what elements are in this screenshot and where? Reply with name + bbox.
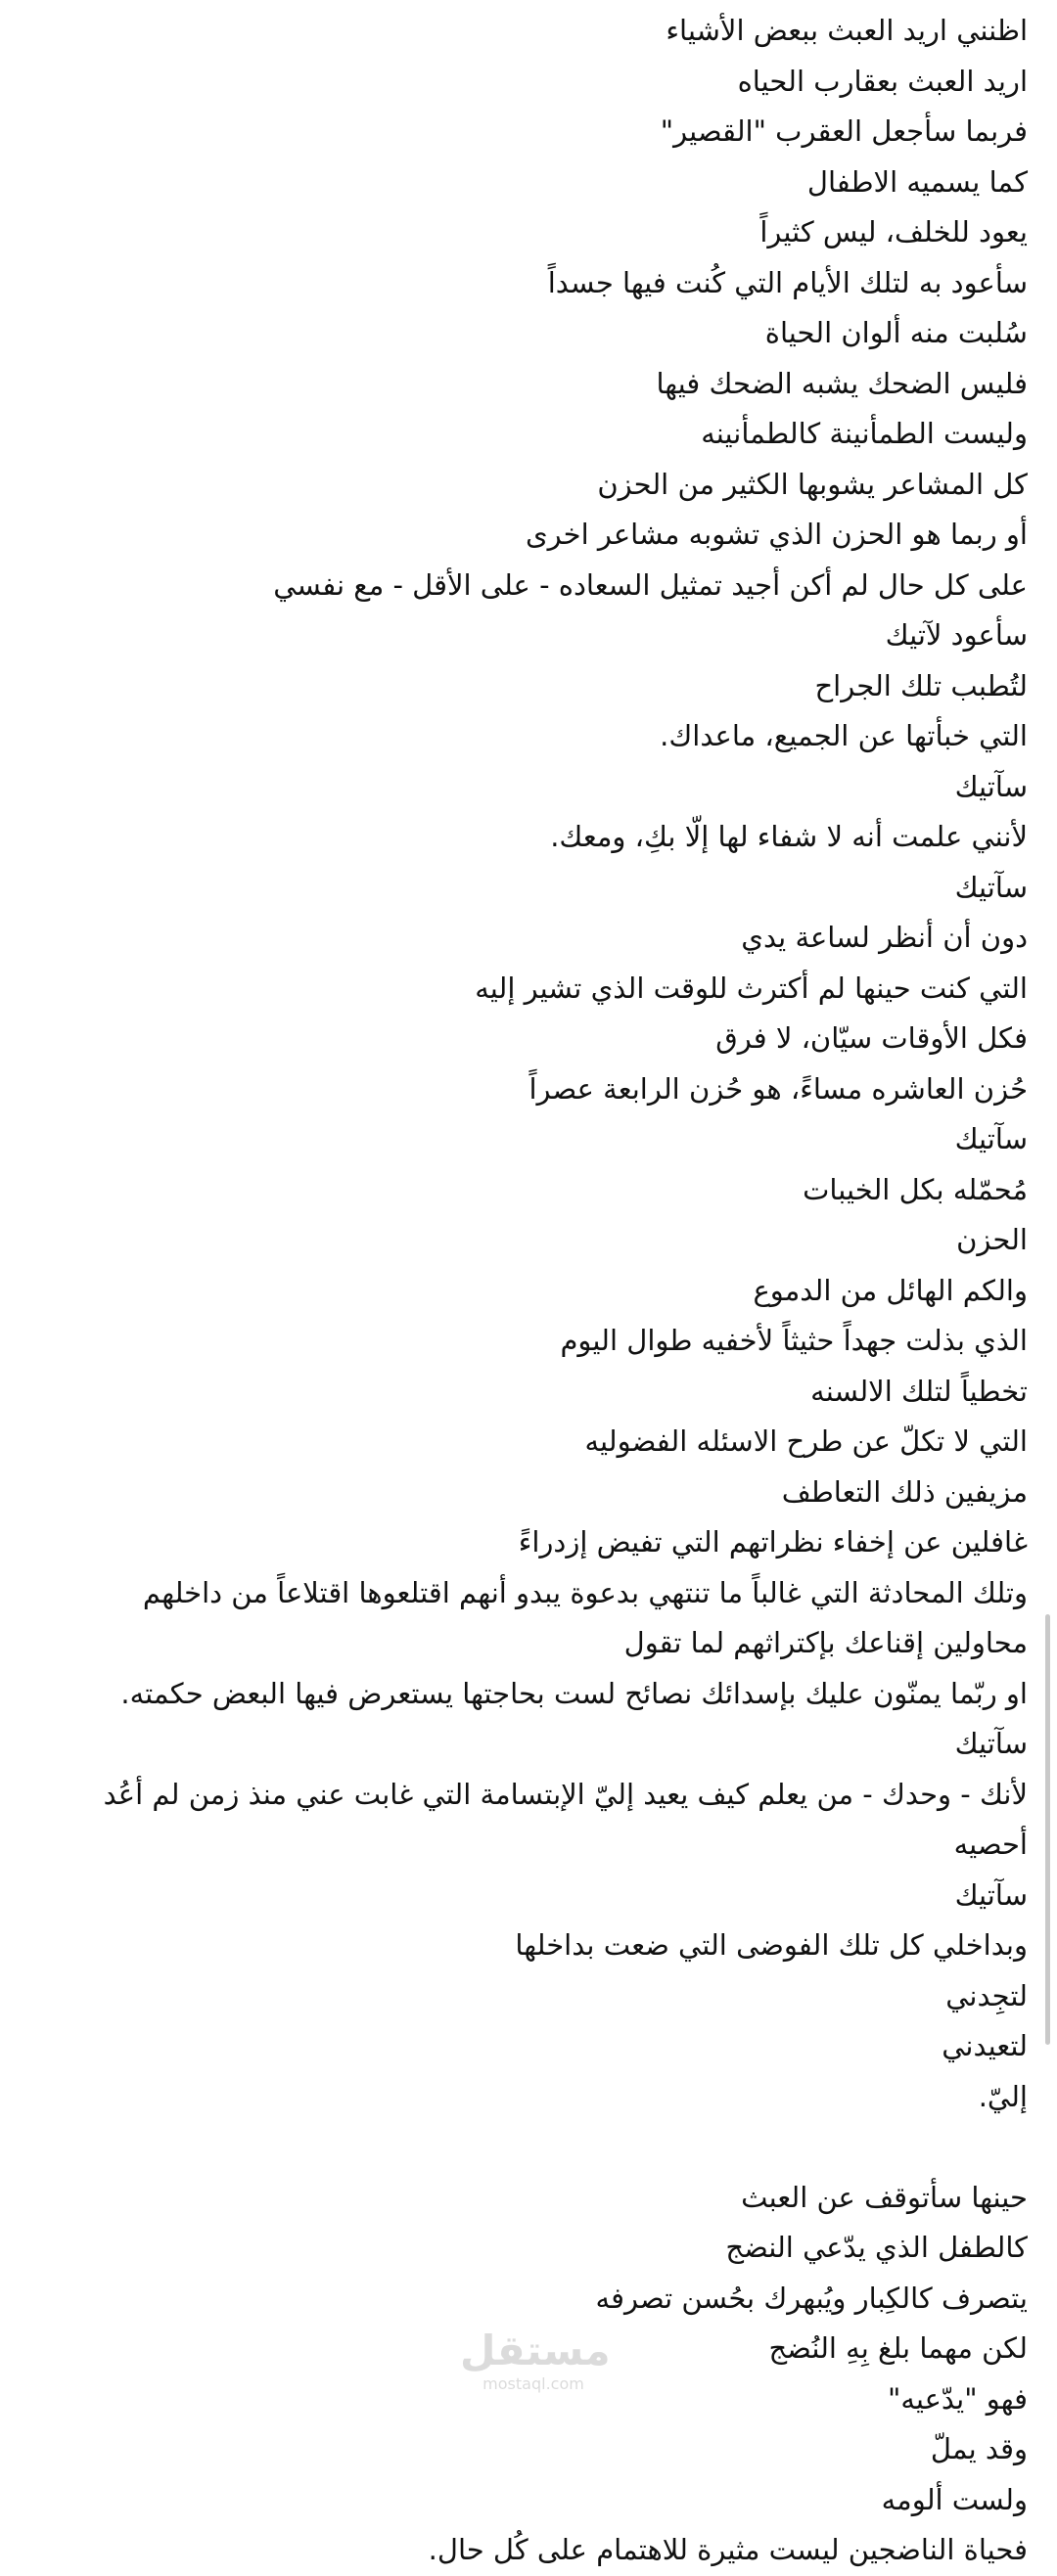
poem-line: ولست ألومه (881, 2482, 1028, 2516)
poem-line: تخطياً لتلك الالسنه (810, 1374, 1028, 1408)
poem-line: لكن مهما بلغ بِهِ النُضج (768, 2331, 1028, 2365)
poem-line: دون أن أنظر لساعة يدي (741, 921, 1028, 954)
poem-line: حينها سأتوقف عن العبث (741, 2180, 1028, 2214)
poem-line: لتعيدني (942, 2029, 1028, 2062)
poem-line: على كل حال لم أكن أجيد تمثيل السعاده - على الأقل - مع نفسي (273, 567, 1028, 602)
poem-line: لتُطبب تلك الجراح (814, 668, 1028, 702)
poem-line: التي كنت حينها لم أكترث للوقت الذي تشير إليه (475, 971, 1028, 1005)
poem-line: حُزن العاشره مساءً، هو حُزن الرابعة عصراً (528, 1071, 1028, 1106)
mostaql-watermark-logo (460, 2327, 611, 2405)
poem-line: سآتيك (954, 1122, 1028, 1155)
poem-line: يعود للخلف، ليس كثيراً (759, 215, 1028, 249)
poem-line: مُحمّله بكل الخيبات (803, 1172, 1028, 1206)
poem-line: اظنني اريد العبث ببعض الأشياء (666, 14, 1028, 47)
poem-line: كما يسميه الاطفال (806, 164, 1028, 199)
watermark-url-text: mostaql.com (483, 2374, 584, 2393)
poem-line: سآتيك (954, 1727, 1028, 1760)
poem-text (59, 6, 1028, 2576)
poem-line: كل المشاعر يشوبها الكثير من الحزن (597, 467, 1028, 501)
poem-line: لتجِدني (945, 1978, 1028, 2012)
poem-line: وبداخلي كل تلك الفوضى التي ضعت بداخلها (515, 1928, 1028, 1962)
poem-line: سآتيك (954, 769, 1028, 803)
poem-line: سُلبت منه ألوان الحياة (764, 316, 1028, 349)
poem-line: التي لا تكلّ عن طرح الاسئله الفضوليه (584, 1424, 1028, 1458)
poem-line: لأنني علمت أنه لا شفاء لها إلّا بكِ، ومعك. (550, 820, 1028, 853)
poem-line: فكل الأوقات سيّان، لا فرق (715, 1021, 1028, 1055)
watermark-logo-text: مستقل (460, 2327, 611, 2374)
poem-line: غافلين عن إخفاء نظراتهم التي تفيض إزدراءً (518, 1525, 1028, 1559)
poem-line: سآتيك (954, 870, 1028, 904)
poem-line: كالطفل الذي يدّعي النضج (725, 2231, 1028, 2264)
poem-line: وقد يملّ (930, 2432, 1028, 2465)
poem-line: وتلك المحادثة التي غالباً ما تنتهي بدعوة يبدو أنهم اقتلعوها اقتلاعاً من داخلهم محاولين إقناعك بإكتراثهم لما تقول (142, 1575, 1028, 1659)
poem-line: فربما سأجعل العقرب "القصير" (660, 114, 1028, 148)
poem-line: اريد العبث بعقارب الحياه (737, 64, 1028, 98)
poem-line: سأعود لآتيك (885, 618, 1028, 652)
poem-line: فليس الضحك يشبه الضحك فيها (656, 366, 1028, 400)
poem-line: إليّ. (978, 2079, 1028, 2113)
poem-line: سآتيك (954, 1877, 1028, 1912)
poem-line: التي خبأتها عن الجميع، ماعداك. (660, 719, 1028, 752)
poem-line: فهو "يدّعيه" (887, 2381, 1028, 2416)
poem-line: أو ربما هو الحزن الذي تشوبه مشاعر اخرى (525, 518, 1028, 551)
poem-line: يتصرف كالكِبار ويُبهرك بحُسن تصرفه (595, 2281, 1028, 2315)
poem-line: وليست الطمأنينة كالطمأنينه (701, 417, 1028, 450)
poem-line: سأعود به لتلك الأيام التي كُنت فيها جسداً (547, 265, 1028, 299)
poem-line: الحزن (956, 1223, 1028, 1256)
poem-line: لأنك - وحدك - من يعلم كيف يعيد إليّ الإبتسامة التي غابت عني منذ زمن لم أعُد أحصيه (103, 1777, 1028, 1861)
poem-line (59, 2122, 1028, 2173)
poem-line: فحياة الناضجين ليست مثيرة للاهتمام على كُل حال. (428, 2533, 1028, 2566)
poem-line: مزيفين ذلك التعاطف (781, 1474, 1028, 1509)
scrollbar-thumb[interactable] (1045, 1614, 1050, 2045)
poem-line: او ربّما يمنّون عليك بإسدائك نصائح لست بحاجتها يستعرض فيها البعض حكمته. (120, 1676, 1028, 1710)
poem-line: الذي بذلت جهداً حثيثاً لأخفيه طوال اليوم (560, 1324, 1028, 1357)
poem-line: والكم الهائل من الدموع (753, 1273, 1028, 1307)
